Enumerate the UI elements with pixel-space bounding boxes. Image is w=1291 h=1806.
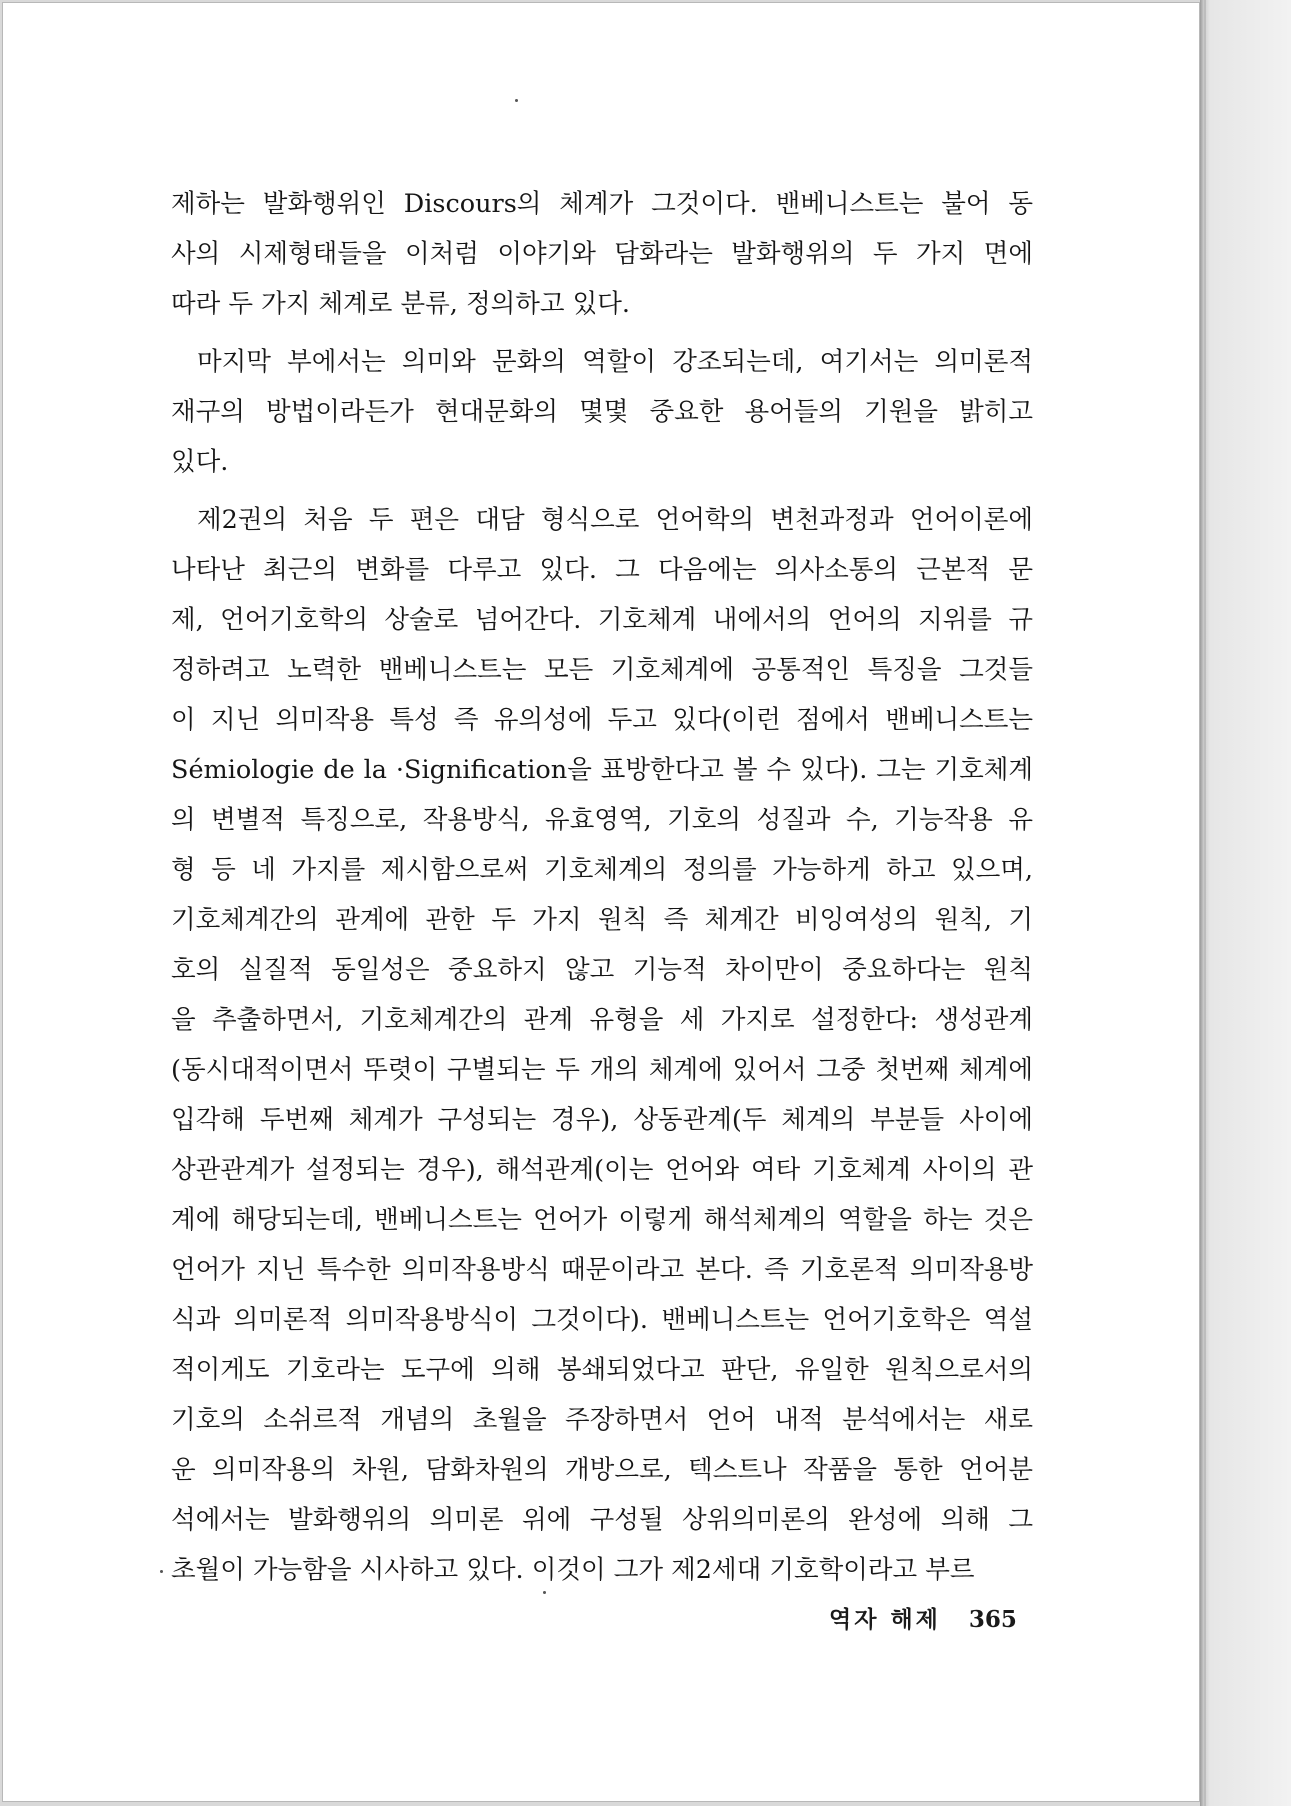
paragraph-3: [171, 495, 1033, 1595]
body-text: [171, 179, 1033, 1595]
page-edge-line: [1204, 0, 1206, 1806]
text-line: 언어가 지닌 특수한 의미작용방식 때문이라고 본다. 즉 기호론적 의미작용방: [171, 1255, 1033, 1285]
book-page: [2, 2, 1200, 1802]
text-line: 기호의 소쉬르적 개념의 초월을 주장하면서 언어 내적 분석에서는 새로: [171, 1405, 1033, 1435]
text-line: 호의 실질적 동일성은 중요하지 않고 기능적 차이만이 중요하다는 원칙: [171, 955, 1033, 985]
text-line: 있다.: [171, 447, 229, 477]
text-line: 기호체계간의 관계에 관한 두 가지 원칙 즉 체계간 비잉여성의 원칙, 기: [171, 905, 1033, 935]
text-line: 의 변별적 특징으로, 작용방식, 유효영역, 기호의 성질과 수, 기능작용 유: [171, 805, 1033, 835]
text-line: Sémiologie de la ·Signification을 표방한다고 볼 수 있다). 그는 기호체계: [171, 755, 1033, 785]
text-line: 초월이 가능함을 시사하고 있다. 이것이 그가 제2세대 기호학이라고 부르: [171, 1555, 975, 1585]
text-line: 상관관계가 설정되는 경우), 해석관계(이는 언어와 여타 기호체계 사이의 관: [171, 1155, 1033, 1185]
text-line: 형 등 네 가지를 제시함으로써 기호체계의 정의를 가능하게 하고 있으며,: [171, 855, 1033, 885]
text-line: 적이게도 기호라는 도구에 의해 봉쇄되었다고 판단, 유일한 원칙으로서의: [171, 1355, 1033, 1385]
paragraph-1: [171, 179, 1033, 329]
text-line: 제하는 발화행위인 Discours의 체계가 그것이다. 밴베니스트는 불어 동: [171, 189, 1033, 219]
scan-speck: [543, 1591, 546, 1594]
text-line: 식과 의미론적 의미작용방식이 그것이다). 밴베니스트는 언어기호학은 역설: [171, 1305, 1033, 1335]
text-line: 제, 언어기호학의 상술로 넘어간다. 기호체계 내에서의 언어의 지위를 규: [171, 605, 1033, 635]
scan-speck: [515, 99, 518, 102]
text-line: 입각해 두번째 체계가 구성되는 경우), 상동관계(두 체계의 부분들 사이에: [171, 1105, 1033, 1135]
text-line: 사의 시제형태들을 이처럼 이야기와 담화라는 발화행위의 두 가지 면에: [171, 239, 1033, 269]
text-line: 운 의미작용의 차원, 담화차원의 개방으로, 텍스트나 작품을 통한 언어분: [171, 1455, 1033, 1485]
running-footer: [829, 1601, 1017, 1634]
text-line: 나타난 최근의 변화를 다루고 있다. 그 다음에는 의사소통의 근본적 문: [171, 555, 1033, 585]
text-line: 이 지닌 의미작용 특성 즉 유의성에 두고 있다(이런 점에서 밴베니스트는: [171, 705, 1033, 735]
scan-speck: [160, 1570, 163, 1573]
text-line: 따라 두 가지 체계로 분류, 정의하고 있다.: [171, 289, 630, 319]
text-line: 석에서는 발화행위의 의미론 위에 구성될 상위의미론의 완성에 의해 그: [171, 1505, 1033, 1535]
text-line: 을 추출하면서, 기호체계간의 관계 유형을 세 가지로 설정한다: 생성관계: [171, 1005, 1033, 1035]
text-line: 재구의 방법이라든가 현대문화의 몇몇 중요한 용어들의 기원을 밝히고: [171, 397, 1033, 427]
text-line: 계에 해당되는데, 밴베니스트는 언어가 이렇게 해석체계의 역할을 하는 것은: [171, 1205, 1033, 1235]
text-line: 마지막 부에서는 의미와 문화의 역할이 강조되는데, 여기서는 의미론적: [197, 347, 1033, 377]
paragraph-2: [171, 337, 1033, 487]
text-line: 정하려고 노력한 밴베니스트는 모든 기호체계에 공통적인 특징을 그것들: [171, 655, 1033, 685]
text-line: 제2권의 처음 두 편은 대담 형식으로 언어학의 변천과정과 언어이론에: [197, 505, 1033, 535]
section-label: 역자 해제: [829, 1606, 941, 1633]
page-edge-shadow: [1200, 0, 1291, 1806]
text-line: (동시대적이면서 뚜렷이 구별되는 두 개의 체계에 있어서 그중 첫번째 체계에: [171, 1055, 1033, 1085]
page-number: 365: [968, 1606, 1017, 1633]
